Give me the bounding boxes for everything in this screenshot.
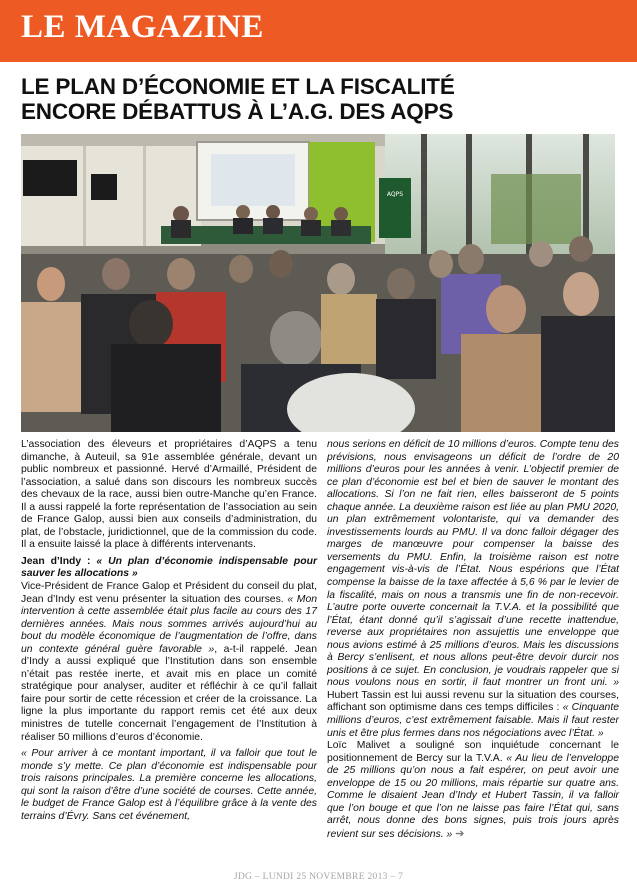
paragraph-jean-dindy-rest: , a-t-il rappelé. Jean d’Indy a aussi expliqué que l’Institution dans son ensemble n’était pas restée inerte, et avait mis en place un comité stratégique pour analyser, auditer et réfléchir à ce qu’il fallait faire pour sortir de cette récession et créer de la croissance. La ligne la plus importante du rapport remis cet été aux deux ministres de tutelle concernait l’engagement de l’Institution à réaliser 50 millions d’euros d’économie. <box>21 643 317 743</box>
photo-banner-text: AQPS <box>386 191 404 198</box>
subheading-name: Jean d’Indy : <box>21 555 97 567</box>
subheading <box>21 556 317 581</box>
assembly-photo-illustration <box>21 134 615 432</box>
page-footer: JDG – LUNDI 25 NOVEMBRE 2013 – 7 <box>233 872 404 882</box>
article-headline <box>21 74 621 124</box>
article-column-right <box>327 439 619 842</box>
assembly-photo <box>21 134 615 432</box>
paragraph-malivet-quote: « Au lieu de l’enveloppe de 25 millions qu’on nous a fait espérer, on peut avoir une enveloppe de 15 ou 20 millions, mais répartie sur quatre ans. Comme le disaient Jean d’Indy et Hubert Tassin, il va falloir que l’on bouge et que l’on ne laisse pas faire l’État qui, sans arrêt, nous donne des bons signes, puis trois jours après revient sur ses décisions. » <box>327 752 619 840</box>
continue-arrow-icon: ➔ <box>455 827 465 840</box>
headline-line-2: ENCORE DÉBATTUS À L’A.G. DES AQPS <box>21 99 454 124</box>
paragraph-quote-continued: « Pour arriver à ce montant important, il va falloir que tout le monde s’y mette. Ce plan d’économie est indispensable pour trois raisons principales. La première concerne les allocations, qui sont la raison d’être d’une société de courses. Cette année, le budget de France Galop est à l’équilibre grâce à la vente des terrains d’Évry. Sans cet événement, <box>21 748 317 822</box>
article-column-left <box>21 439 317 823</box>
magazine-banner <box>0 0 637 62</box>
subheading-quote: « Un plan d’économie indispensable pour sauver les allocations » <box>21 555 317 580</box>
paragraph-jean-dindy-quote: « Mon intervention à cette assemblée était plus facile au cours des 17 dernières années. Mais nous sommes arrivés aujourd’hui au bout du modèle économique de l’augmentation de l’offre, dans un contexte général guère favorable » <box>21 593 317 655</box>
paragraph-malivet-intro: Loïc Malivet a souligné son inquiétude concernant le positionnement de Bercy sur la T.V.A. <box>327 740 619 764</box>
paragraph-jean-dindy-intro: Vice-Président de France Galop et Président du conseil du plat, Jean d’Indy est venu présenter la situation des courses. <box>21 581 317 605</box>
paragraph-jean-dindy <box>21 581 317 744</box>
paragraph-tassin-quote: « Cinquante millions d’euros, c’est extrêmement faisable. Mais il faut rester unis et être plus fermes dans nos négociations avec l’État. » <box>327 702 619 739</box>
paragraph-right-main <box>327 439 619 740</box>
headline-line-1: LE PLAN D’ÉCONOMIE ET LA FISCALITÉ <box>21 74 455 99</box>
paragraph-right-quote: nous serions en déficit de 10 millions d’euros. Compte tenu des prévisions, nous envisageons un déficit de l’ordre de 20 millions d’euros pour les années à venir. L’objectif premier de ce plan d’économie est bel et bien de sauver le montant des allocations. Si l’on ne fait rien, elles baisseront de 5 points chaque année. La deuxième raison est liée au plan PMU 2020, un plan extrêmement volontariste, qui va demander des investissements lourds au PMU. Il va donc falloir dégager des marges de manœuvre pour compenser la baisse des versements du PMU. Enfin, la troisième raison est notre engagement vis-à-vis de l’État. Nous espérions que l’État compense la baisse de la taxe affectée à 5,6 % par le levier de la fiscalité, mais on nous a transmis une fin de non-recevoir. L’autre porte ouverte concernait la T.V.A. et la possibilité que l’État, étant donné qu’il s’agissait d’une recette inattendue, reverse aux propriétaires non assujettis une enveloppe que nous avions estimé à 25 millions d’euros. Mais les discussions à Bercy s’enlisent, et nous allons peut-être devoir durcir nos positions à ce sujet. En conclusion, je voudrais rappeler que si nous voulons nous en sortir, il faut montrer un front uni. » <box>327 439 619 689</box>
intro-paragraph: L’association des éleveurs et propriétaires d’AQPS a tenu dimanche, à Auteuil, sa 91e assemblée générale, devant un public nombreux et passionné. Hervé d’Armaillé, Président de l’association, a salué dans son discours les nombreux succès des chevaux de la race, aussi bien outre-Manche qu’en France. Il a aussi rappelé la forte représentation de l’association au sein de France Galop, aussi bien aux conseils d’administration, du plat, de l’obstacle, juridictionnel, que de la commission du code. Il a ensuite laissé la place à différents intervenants. <box>21 439 317 551</box>
paragraph-tassin-intro: Hubert Tassin est lui aussi revenu sur la situation des courses, affichant son optimisme dans ces temps difficiles : <box>327 689 619 714</box>
paragraph-malivet <box>327 740 619 841</box>
section-title: LE MAGAZINE <box>21 9 264 45</box>
